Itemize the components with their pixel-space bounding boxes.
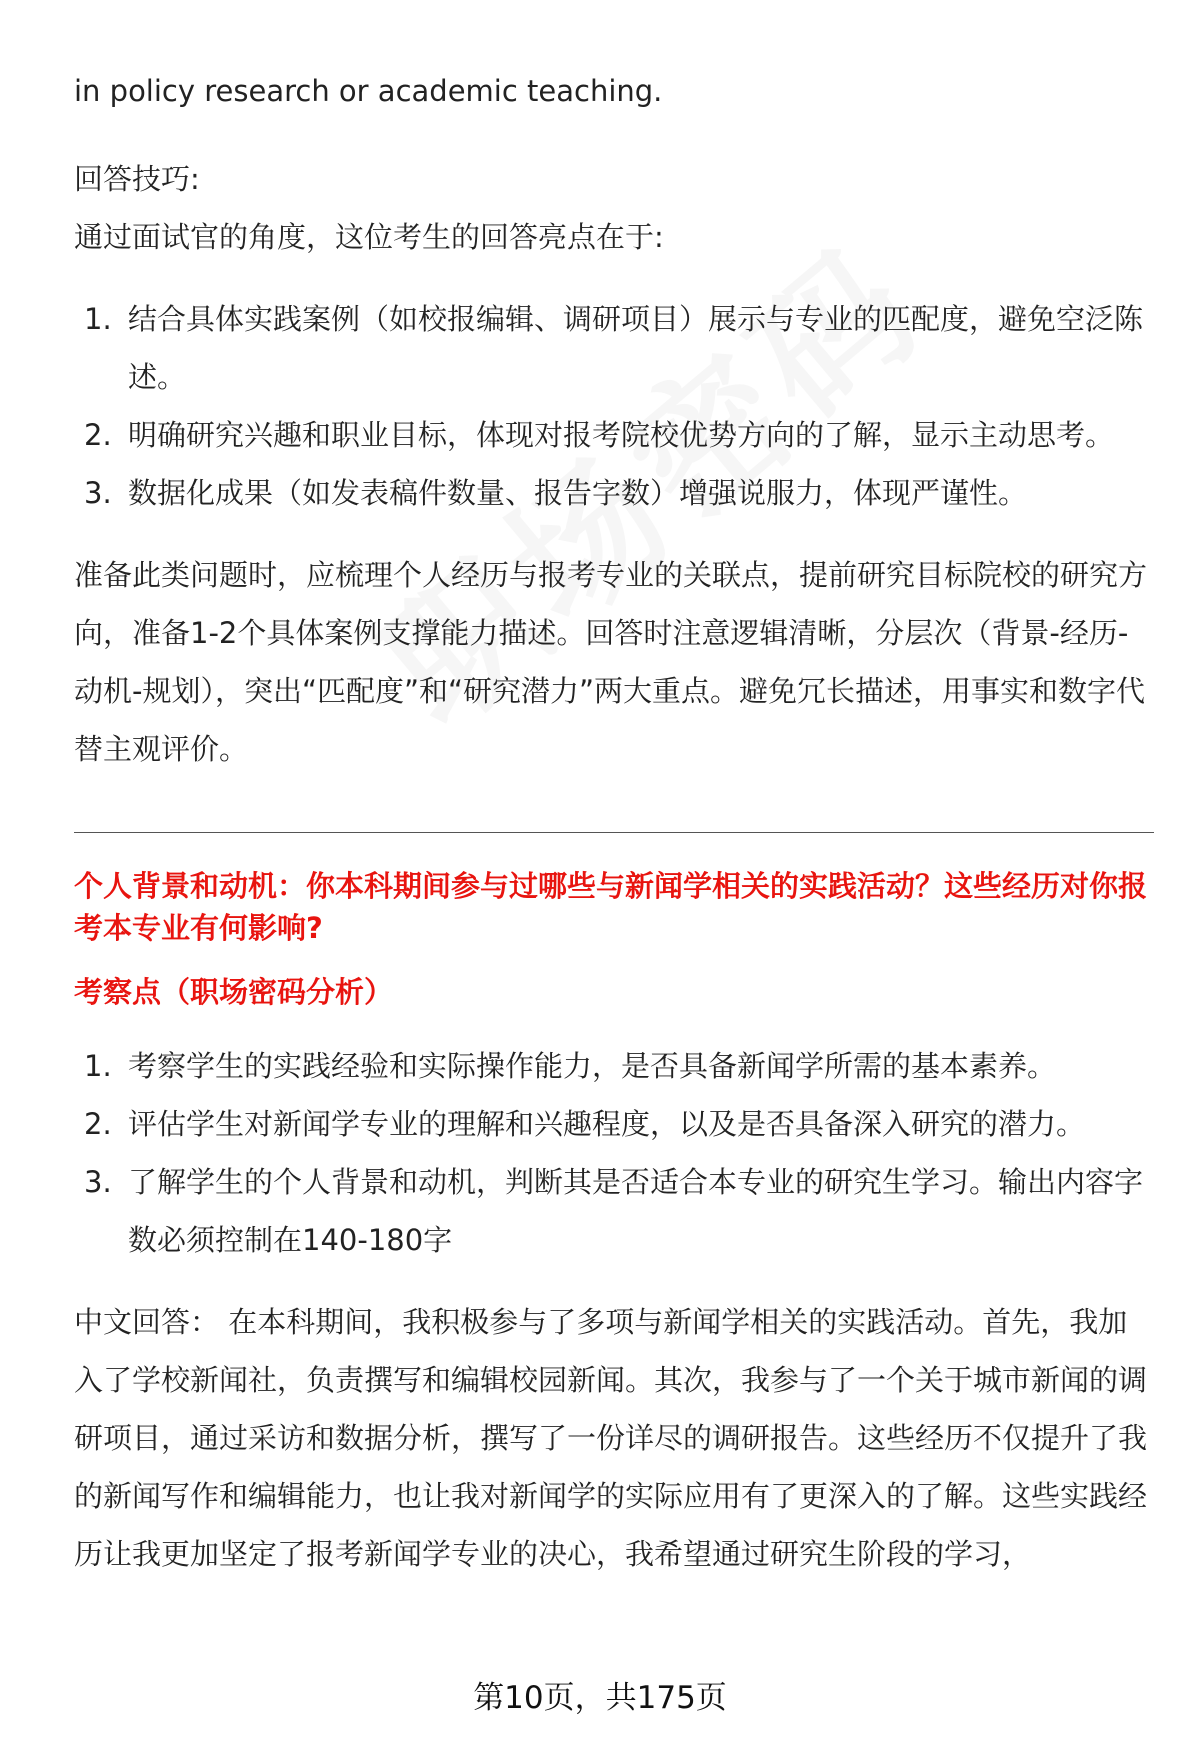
- list-item: [74, 1095, 1154, 1153]
- list-item-text: 数据化成果（如发表稿件数量、报告字数）增强说服力，体现严谨性。: [128, 476, 1028, 510]
- list-number: 2.: [84, 1107, 112, 1141]
- document-page: [74, 62, 1154, 1583]
- list-item-text: 考察学生的实践经验和实际操作能力，是否具备新闻学所需的基本素养。: [128, 1049, 1057, 1083]
- list-item: [74, 1153, 1154, 1269]
- analysis-list: [74, 1037, 1154, 1269]
- list-number: 3.: [84, 476, 112, 510]
- list-item-text: 结合具体实践案例（如校报编辑、调研项目）展示与专业的匹配度，避免空泛陈述。: [128, 302, 1144, 394]
- list-item-text: 了解学生的个人背景和动机，判断其是否适合本专业的研究生学习。输出内容字数必须控制在140-180字: [128, 1165, 1144, 1257]
- list-item: [74, 1037, 1154, 1095]
- list-item: [74, 290, 1154, 406]
- list-number: 3.: [84, 1165, 112, 1199]
- list-item: [74, 464, 1154, 522]
- section-divider: [74, 832, 1154, 833]
- intro-text: in policy research or academic teaching.: [74, 74, 663, 108]
- question-title: 个人背景和动机：你本科期间参与过哪些与新闻学相关的实践活动？这些经历对你报考本专业有何影响?: [74, 869, 1148, 945]
- answer-text: 中文回答： 在本科期间，我积极参与了多项与新闻学相关的实践活动。首先，我加入了学校新闻社，负责撰写和编辑校园新闻。其次，我参与了一个关于城市新闻的调研项目，通过采访和数据分析，撰写了一份详尽的调研报告。这些经历不仅提升了我的新闻写作和编辑能力，也让我对新闻学的实际应用有了更深入的了解。这些实践经历让我更加坚定了报考新闻学专业的决心，我希望通过研究生阶段的学习，: [74, 1305, 1148, 1571]
- list-number: 1.: [84, 302, 112, 336]
- list-number: 2.: [84, 418, 112, 452]
- list-item-text: 评估学生对新闻学专业的理解和兴趣程度，以及是否具备深入研究的潜力。: [128, 1107, 1086, 1141]
- tips-list: [74, 290, 1154, 522]
- list-item: [74, 406, 1154, 464]
- list-item-text: 明确研究兴趣和职业目标，体现对报考院校优势方向的了解，显示主动思考。: [128, 418, 1115, 452]
- page-number: 第10页，共175页: [473, 1680, 727, 1716]
- list-number: 1.: [84, 1049, 112, 1083]
- analysis-heading: 考察点（职场密码分析）: [74, 975, 394, 1009]
- tips-heading: 回答技巧:: [74, 162, 200, 196]
- tips-lead: 通过面试官的角度，这位考生的回答亮点在于:: [74, 220, 664, 254]
- tips-advice: 准备此类问题时，应梳理个人经历与报考专业的关联点，提前研究目标院校的研究方向，准备1-2个具体案例支撑能力描述。回答时注意逻辑清晰，分层次（背景-经历-动机-规划），突出“匹配度”和“研究潜力”两大重点。避免冗长描述，用事实和数字代替主观评价。: [74, 558, 1148, 766]
